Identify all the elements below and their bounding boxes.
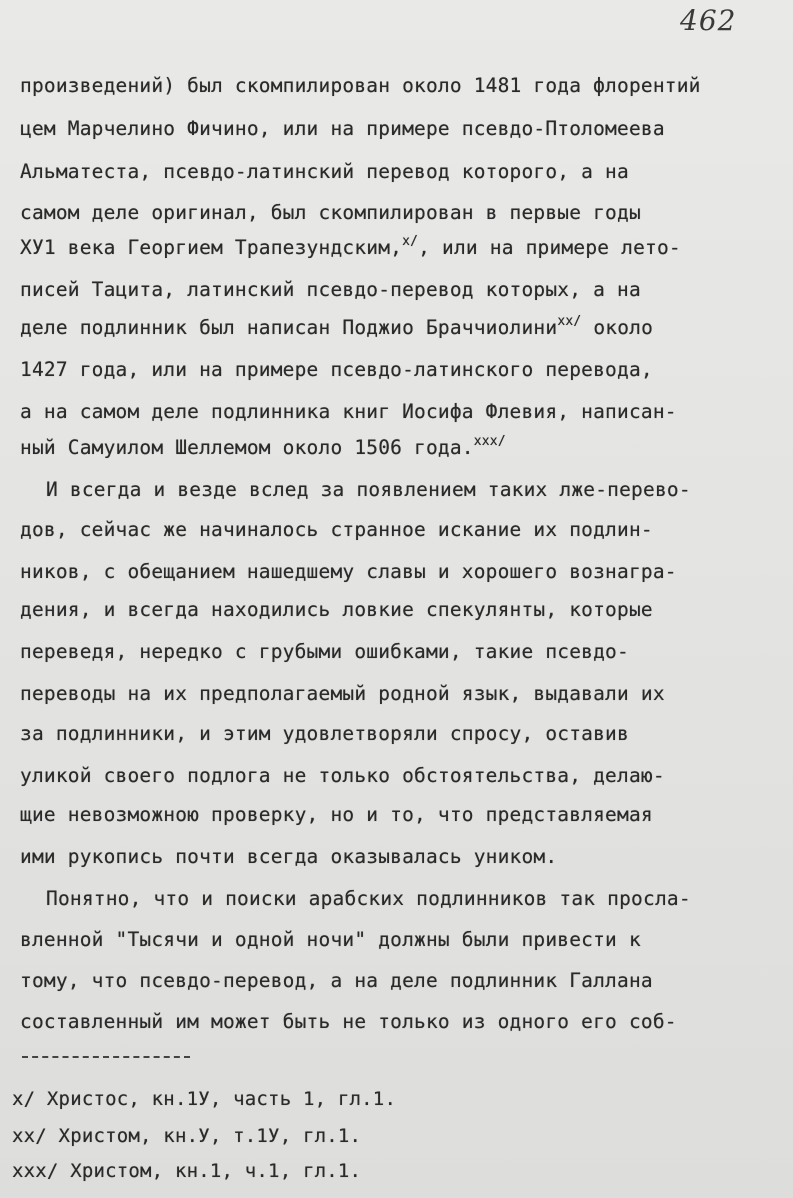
text-line-10-main: ный Самуилом Шеллемом около 1506 года. <box>20 436 474 459</box>
text-line-8: 1427 года, или на примере псевдо-латинского перевода, <box>20 358 653 381</box>
text-line-23: тому, что псевдо-перевод, а на деле подлинник Галлана <box>20 969 653 992</box>
footnote-ref-3: ххх/ <box>473 434 506 449</box>
text-line-11: И всегда и везде вслед за появлением таких лже-перево- <box>46 478 691 501</box>
text-line-21: Понятно, что и поиски арабских подлинников так просла- <box>46 887 691 910</box>
text-line-7-end: около <box>581 316 654 339</box>
text-line-5 <box>20 236 681 259</box>
text-line-3: Альматеста, псевдо-латинский перевод которого, а на <box>20 160 629 183</box>
footnote-separator <box>22 1056 190 1058</box>
footnote-3: ххх/ Христом, кн.1, ч.1, гл.1. <box>12 1160 362 1182</box>
text-line-12: дов, сейчас же начиналось странное искание их подлин- <box>20 518 653 541</box>
text-line-2: цем Марчелино Фичино, или на примере псевдо-Птоломеева <box>20 117 665 140</box>
text-line-16: переводы на их предполагаемый родной язык, выдавали их <box>20 682 665 705</box>
text-line-20: ими рукопись почти всегда оказывалась уником. <box>20 845 558 868</box>
footnote-ref-1: х/ <box>402 234 419 249</box>
footnote-1: х/ Христос, кн.1У, часть 1, гл.1. <box>12 1088 397 1110</box>
text-line-5-main: ХУ1 века Георгием Трапезундским, <box>20 236 403 259</box>
text-line-6: писей Тацита, латинский псевдо-перевод которых, а на <box>20 278 641 301</box>
text-line-10 <box>20 436 506 459</box>
text-line-22: вленной "Тысячи и одной ночи" должны были привести к <box>20 928 641 951</box>
text-line-4: самом деле оригинал, был скомпилирован в первые годы <box>20 201 641 224</box>
text-line-17: за подлинники, и этим удовлетворяли спросу, оставив <box>20 722 629 745</box>
text-line-24: составленный им может быть не только из одного его соб- <box>20 1010 677 1033</box>
text-line-7 <box>20 316 653 339</box>
text-line-15: переведя, нередко с грубыми ошибками, такие псевдо- <box>20 640 629 663</box>
text-line-5-end: , или на примере лето- <box>418 236 681 259</box>
page-number: 462 <box>680 4 737 37</box>
text-line-1: произведений) был скомпилирован около 1481 года флорентий <box>20 74 701 97</box>
text-line-19: щие невозможною проверку, но и то, что представляемая <box>20 803 653 826</box>
text-line-7-main: деле подлинник был написан Поджио Браччиолини <box>20 316 558 339</box>
text-line-13: ников, с обещанием нашедшему славы и хорошего вознагра- <box>20 560 677 583</box>
footnote-2: хх/ Христом, кн.У, т.1У, гл.1. <box>12 1125 362 1147</box>
footnote-ref-2: хх/ <box>557 314 582 329</box>
text-line-9: а на самом деле подлинника книг Иосифа Флевия, написан- <box>20 400 677 423</box>
text-line-14: дения, и всегда находились ловкие спекулянты, которые <box>20 598 653 621</box>
text-line-18: уликой своего подлога не только обстоятельства, делаю- <box>20 764 665 787</box>
